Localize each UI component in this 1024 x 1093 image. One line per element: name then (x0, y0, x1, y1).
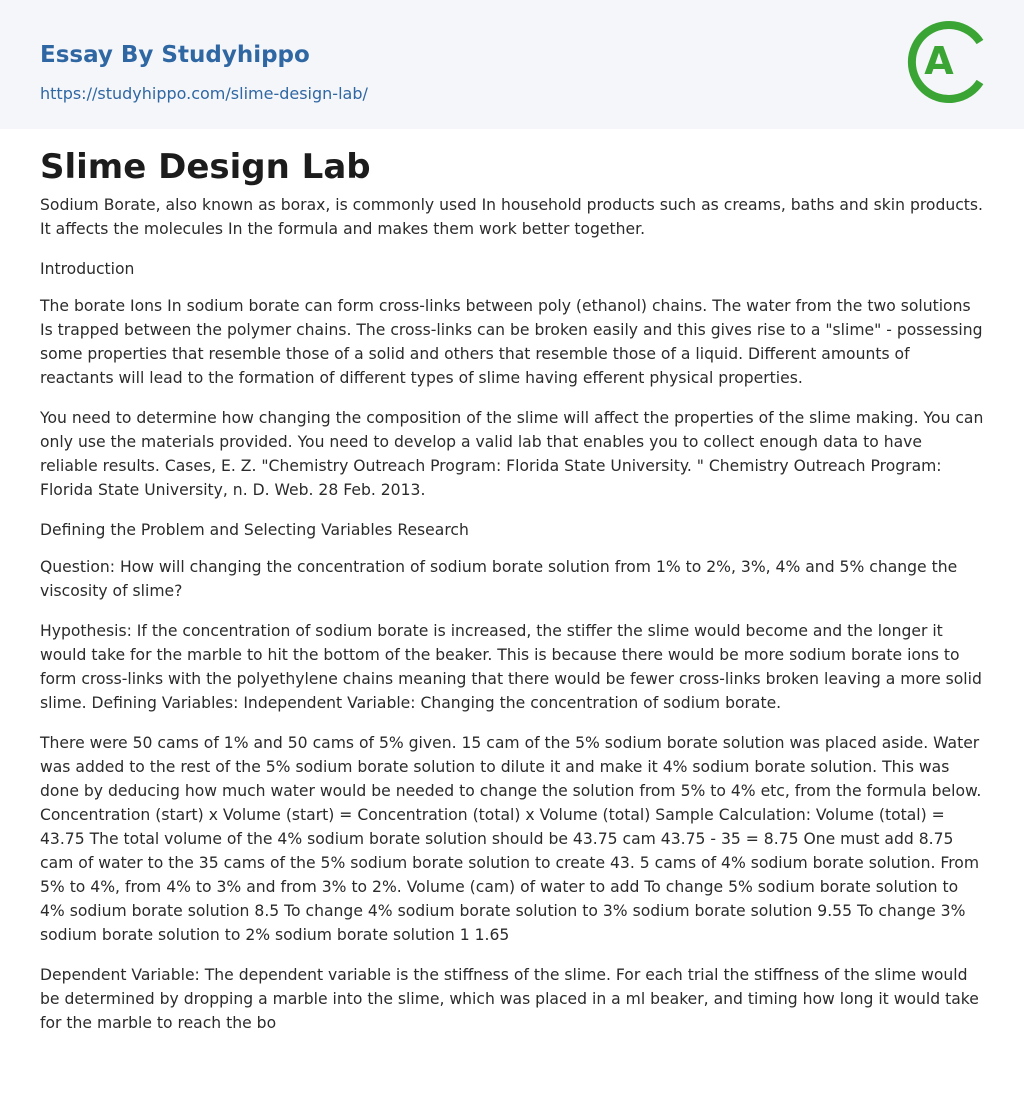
page-title: Slime Design Lab (40, 147, 371, 187)
essay-paragraph: There were 50 cams of 1% and 50 cams of 5% given. 15 cam of the 5% sodium borate solution was placed aside. Water was added to the rest of the 5% sodium borate solution to dilute it and make it 4% sodium borate solution. This was done by deducing how much water would be needed to change the solution from 5% to 4% etc, from the formula below. Concentration (start) x Volume (start) = Concentration (total) x Volume (total) Sample Calculation: Volume (total) = 43.75 The total volume of the 4% sodium borate solution should be 43.75 cam 43.75 - 35 = 8.75 One must add 8.75 cam of water to the 35 cams of the 5% sodium borate solution to create 43. 5 cams of 4% sodium borate solution. From 5% to 4%, from 4% to 3% and from 3% to 2%. Volume (cam) of water to add To change 5% sodium borate solution to 4% sodium borate solution 8.5 To change 4% sodium borate solution to 3% sodium borate solution 9.55 To change 3% sodium borate solution to 2% sodium borate solution 1 1.65 (40, 734, 982, 944)
essay-paragraph: Sodium Borate, also known as borax, is commonly used In household products such as creams, baths and skin products. It affects the molecules In the formula and makes them work better together. (40, 196, 983, 238)
essay-paragraph: The borate Ions In sodium borate can form cross-links between poly (ethanol) chains. The water from the two solutions Is trapped between the polymer chains. The cross-links can be broken easily and this gives rise to a "slime" - possessing some properties that resemble those of a solid and others that resemble those of a liquid. Different amounts of reactants will lead to the formation of different types of slime having efferent physical properties. (40, 297, 983, 387)
brand-title[interactable]: Essay By Studyhippo (40, 42, 310, 68)
section-heading-introduction: Introduction (40, 260, 135, 278)
section-heading-defining-problem: Defining the Problem and Selecting Variables Research (40, 521, 469, 539)
essay-content (0, 147, 1024, 1035)
logo-letter: A (924, 39, 954, 83)
site-header (0, 0, 1024, 129)
essay-paragraph: You need to determine how changing the composition of the slime will affect the properties of the slime making. You can only use the materials provided. You need to develop a valid lab that enables you to collect enough data to have reliable results. Cases, E. Z. "Chemistry Outreach Program: Florida State University. " Chemistry Outreach Program: Florida State University, n. D. Web. 28 Feb. 2013. (40, 409, 984, 499)
essay-paragraph: Hypothesis: If the concentration of sodium borate is increased, the stiffer the slime would become and the longer it would take for the marble to hit the bottom of the beaker. This is because there would be more sodium borate ions to form cross-links with the polyethylene chains meaning that there would be fewer cross-links broken leaving a more solid slime. Defining Variables: Independent Variable: Changing the concentration of sodium borate. (40, 622, 982, 712)
essay-paragraph: Question: How will changing the concentration of sodium borate solution from 1% to 2%, 3%, 4% and 5% change the viscosity of slime? (40, 558, 958, 600)
essay-url-link[interactable]: https://studyhippo.com/slime-design-lab/ (40, 84, 368, 103)
essay-paragraph: Dependent Variable: The dependent variable is the stiffness of the slime. For each trial the stiffness of the slime would be determined by dropping a marble into the slime, which was placed in a ml beaker, and timing how long it would take for the marble to reach the bo (40, 966, 979, 1032)
studyhippo-logo-icon[interactable] (906, 18, 990, 106)
